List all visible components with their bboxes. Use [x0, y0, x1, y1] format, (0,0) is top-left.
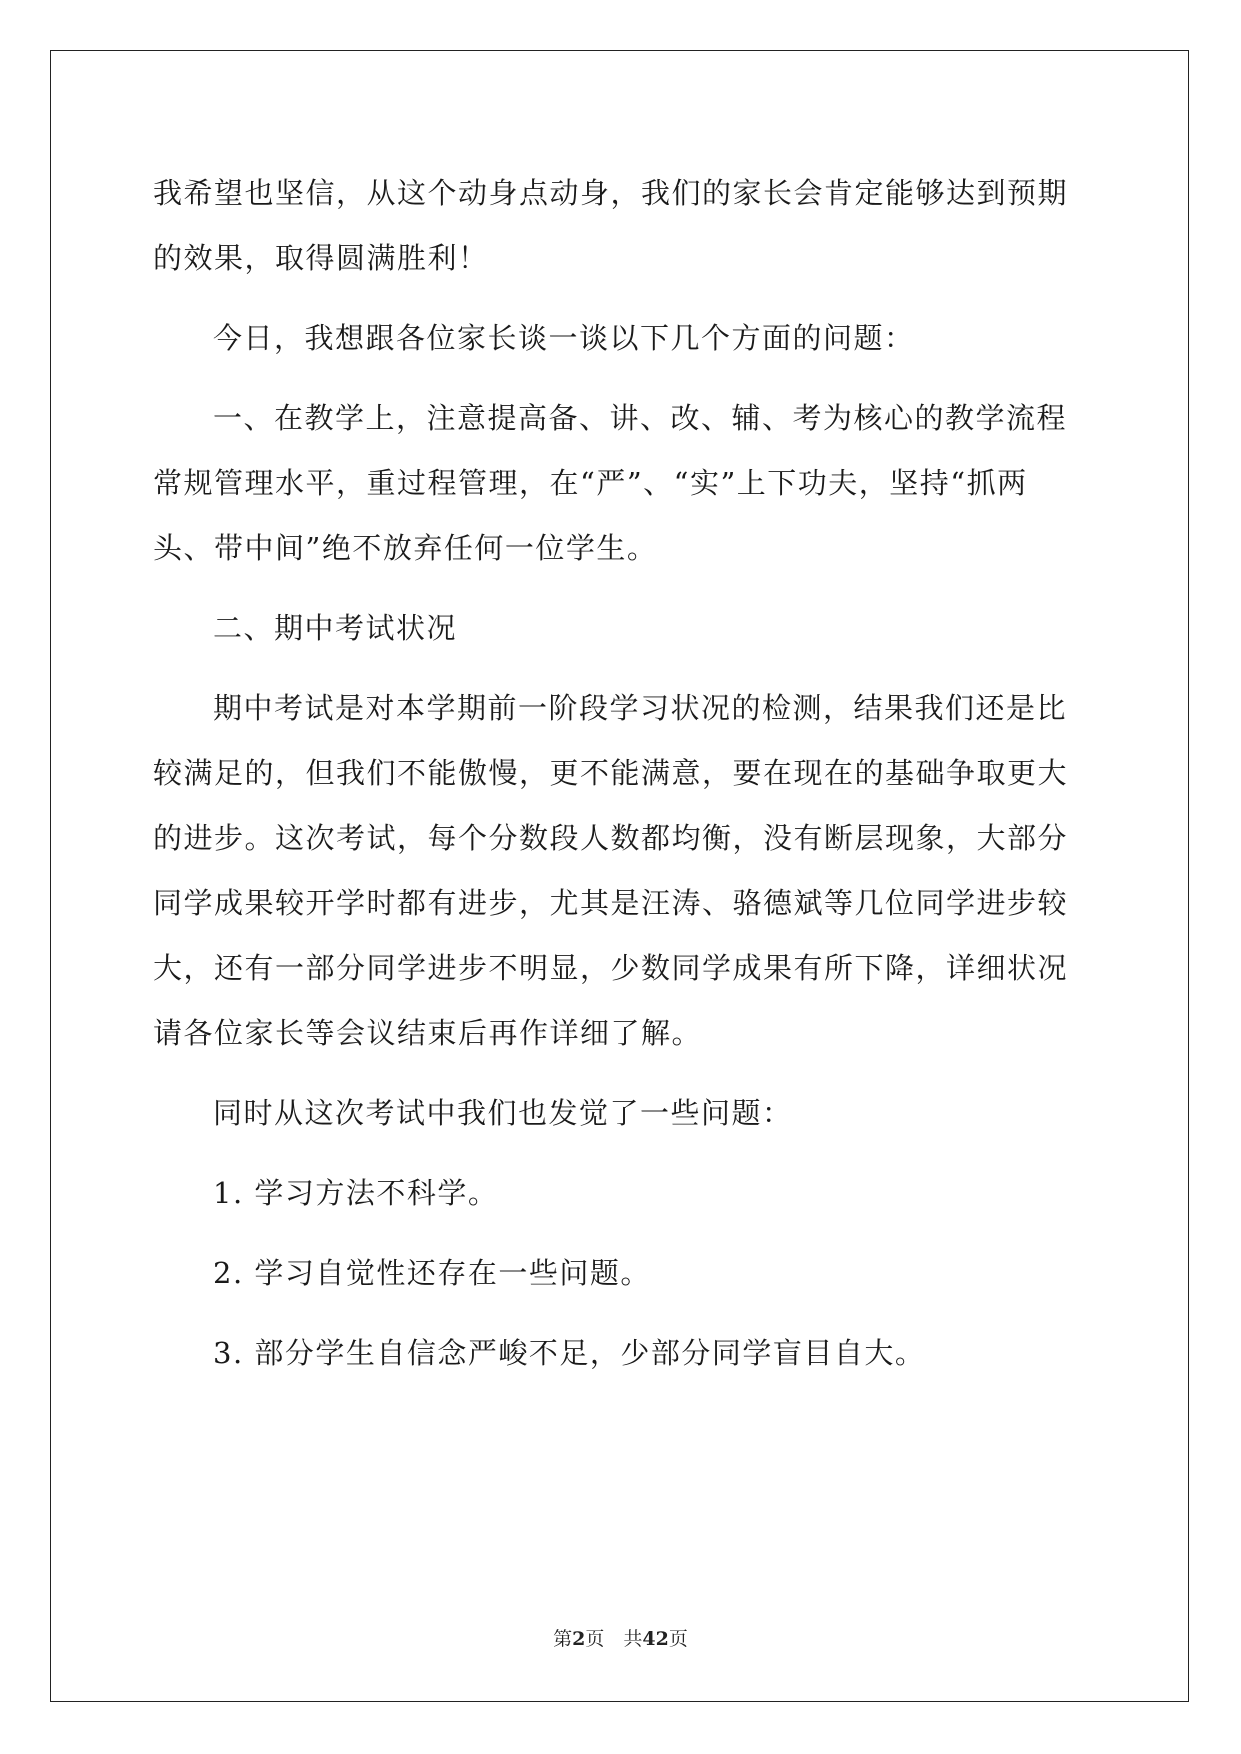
current-page-number: 2 [572, 1628, 586, 1650]
section-heading [153, 596, 1093, 661]
text-line: 我希望也坚信，从这个动身点动身，我们的家长会肯定能够达到预期 [153, 176, 1069, 210]
text-line: 期中考试是对本学期前一阶段学习状况的检测，结果我们还是比 [213, 691, 1068, 725]
list-item [153, 1161, 1093, 1226]
paragraph [153, 161, 1093, 291]
paragraph [153, 676, 1093, 1066]
text-line: 同时从这次考试中我们也发觉了一些问题： [213, 1096, 793, 1130]
document-body [153, 161, 1093, 1386]
paragraph [153, 306, 1093, 371]
page-footer [0, 1624, 1241, 1651]
footer-suffix: 页 [668, 1628, 688, 1650]
text-line: 常规管理水平，重过程管理，在“严”、“实”上下功夫，坚持“抓两 [153, 466, 1028, 500]
paragraph [153, 386, 1093, 581]
text-line: 较满足的，但我们不能傲慢，更不能满意，要在现在的基础争取更大 [153, 756, 1069, 790]
list-item [153, 1321, 1093, 1386]
text-line: 2. 学习自觉性还存在一些问题。 [213, 1256, 651, 1290]
text-line: 请各位家长等会议结束后再作详细了解。 [153, 1016, 703, 1050]
list-item [153, 1241, 1093, 1306]
footer-prefix: 第 [553, 1628, 573, 1650]
footer-middle: 页 共 [585, 1628, 643, 1650]
text-line: 3. 部分学生自信念严峻不足，少部分同学盲目自大。 [213, 1336, 926, 1370]
text-line: 一、在教学上，注意提高备、讲、改、辅、考为核心的教学流程 [213, 401, 1068, 435]
text-line: 头、带中间”绝不放弃任何一位学生。 [153, 531, 658, 565]
text-line: 大，还有一部分同学进步不明显，少数同学成果有所下降，详细状况 [153, 951, 1069, 985]
text-line: 今日，我想跟各位家长谈一谈以下几个方面的问题： [213, 321, 915, 355]
text-line: 同学成果较开学时都有进步，尤其是汪涛、骆德斌等几位同学进步较 [153, 886, 1069, 920]
text-line: 的效果，取得圆满胜利！ [153, 241, 489, 275]
text-line: 的进步。这次考试，每个分数段人数都均衡，没有断层现象，大部分 [153, 821, 1069, 855]
text-line: 1. 学习方法不科学。 [213, 1176, 499, 1210]
paragraph [153, 1081, 1093, 1146]
text-line: 二、期中考试状况 [213, 611, 458, 645]
total-pages-number: 42 [642, 1628, 669, 1650]
